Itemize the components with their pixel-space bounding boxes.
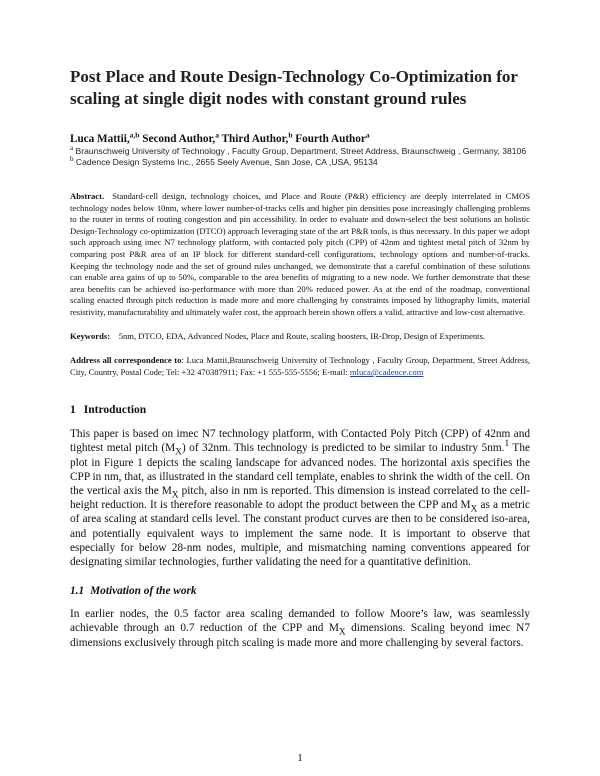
paper-title [70,66,530,110]
correspondence-text: : Luca Mattii,Braunschweig University of Technology , Faculty Group, Department, Street Address, City, Country, Postal Code; Tel: +32 470387911; Fax: +1 555-555-5556; E-mail: [70,355,530,378]
section-title: Introduction [83,404,147,417]
affiliation-b-mark: b [70,154,74,163]
correspondence [70,354,530,378]
email-link[interactable]: mluca@cadence.com [349,367,424,378]
affiliation-b-text: Cadence Design Systems Inc., 2655 Seely Avenue, San Jose, CA ,USA, 95134 [73,156,378,167]
section-heading-introduction [70,403,530,417]
correspondence-label: Address all correspondence to [70,355,182,366]
subsection-title: Motivation of the work [90,585,197,598]
page-number: 1 [297,752,303,764]
subscript-x: X [171,490,179,501]
intro-text-3: The plot in Figure 1 depicts the scaling landscape for advanced nodes. The horizontal axis specifies the CPP in nm, that, as illustrated in the standard cell template, enables to shrink the width of the cell. On the vertical axis the M [70,442,530,497]
subsection-heading-motivation [70,584,530,598]
subscript-x: X [470,504,478,515]
affiliation-a-text: Braunschweig University of Technology , Faculty Group, Department, Street Address, Braunschweig , Germany, 38106 [73,146,527,156]
author-list [70,132,530,146]
keywords-label: Keywords: [70,330,111,341]
author-3: Third Author, [218,133,289,145]
footnote-marker[interactable]: 1 [504,439,510,450]
author-4: Fourth Author [292,133,366,145]
subscript-x: X [338,627,346,638]
intro-text-1: This paper is based on imec N7 technology platform, with Contacted Poly Pitch (CPP) of 42nm and tightest metal pitch (M [70,428,530,455]
affiliation-b [70,154,530,168]
affiliation-a-mark: a [70,144,74,153]
intro-text-2: ) of 32nm. This technology is predicted to be similar to industry 5nm. [181,442,505,455]
section-number: 1 [70,404,76,417]
affiliation-a [70,146,530,157]
author-4-affil: a [365,130,370,140]
keywords [70,331,530,343]
author-3-affil: b [288,130,293,140]
author-2: Second Author, [139,133,216,145]
subsection-number: 1.1 [70,585,85,598]
motivation-text-1: In earlier nodes, the 0.5 factor area scaling demanded to follow Moore’s law, was seamlessly achievable through an 0.7 reduction of the CPP and M [70,608,530,635]
author-1: Luca Mattii, [70,133,130,145]
abstract [70,191,530,319]
motivation-paragraph [70,607,530,650]
abstract-label: Abstract. [70,191,105,201]
title-line-2: scaling at single digit nodes with constant ground rules [70,89,467,108]
introduction-paragraph [70,427,530,569]
abstract-text: Standard-cell design, technology choices, and Place and Route (P&R) efficiency are deeply interrelated in CMOS technology nodes below 10nm, where lower number-of-tracks cells and higher pin densities pose increasingly challenging problems to the router in terms of routing congestion and pin accessibility. In order to evaluate and down-select the best solutions an holistic Design-Technology co-optimization (DTCO) approach leveraging state of the art P&R tools, is thus necessary. In this paper we adopt such approach using imec N7 technology platform, with contacted poly pitch (CPP) of 42nm and tightest metal pitch of 32nm by comparing post P&R area of an IP block for different standard-cell configurations, technology options and number-of-tracks. Keeping the technology node and the set of ground rules unchanged, we demonstrate that a careful combination of these solutions can enable area gains of up to 50%, comparable to the area benefits of migrating to a new node. We further demonstrate that these area benefits can be achieved iso-performance with more than 20% reduced power. As at the end of the roadmap, conventional scaling enacted through pitch reduction is made more and more challenging by constraints imposed by lithography limits, material resistivity, manufacturability and ultimately wafer cost, the approach herein shown offers a valid, attractive and low-cost alternative. [70,191,530,317]
motivation-text-2: dimensions. Scaling beyond imec N7 dimensions exclusively through pitch scaling is made more and more challenging by several factors. [70,622,530,649]
title-line-1: Post Place and Route Design-Technology Co-Optimization for [70,67,518,86]
author-1-affil: a,b [129,130,140,140]
author-2-affil: a [215,130,219,140]
subscript-x: X [175,447,182,458]
keywords-text: 5nm, DTCO, EDA, Advanced Nodes, Place and Route, scaling boosters, IR-Drop, Design of Experiments. [118,330,486,341]
intro-text-4: pitch, also in nm is reported. This dimension is instead correlated to the cell-height reduction. It is therefore reasonable to adopt the product between the CPP and M [70,484,530,512]
intro-text-5: as a metric of area scaling at standard cells level. The constant product curves are then to be considered iso-area, and potentially equivalent ways to implement the same node. It is important to observe that especially for below 28-nm nodes, multiple, and mismatching naming conventions appeared for designating similar technologies, further validating the need for a quantitative definition. [70,499,530,568]
